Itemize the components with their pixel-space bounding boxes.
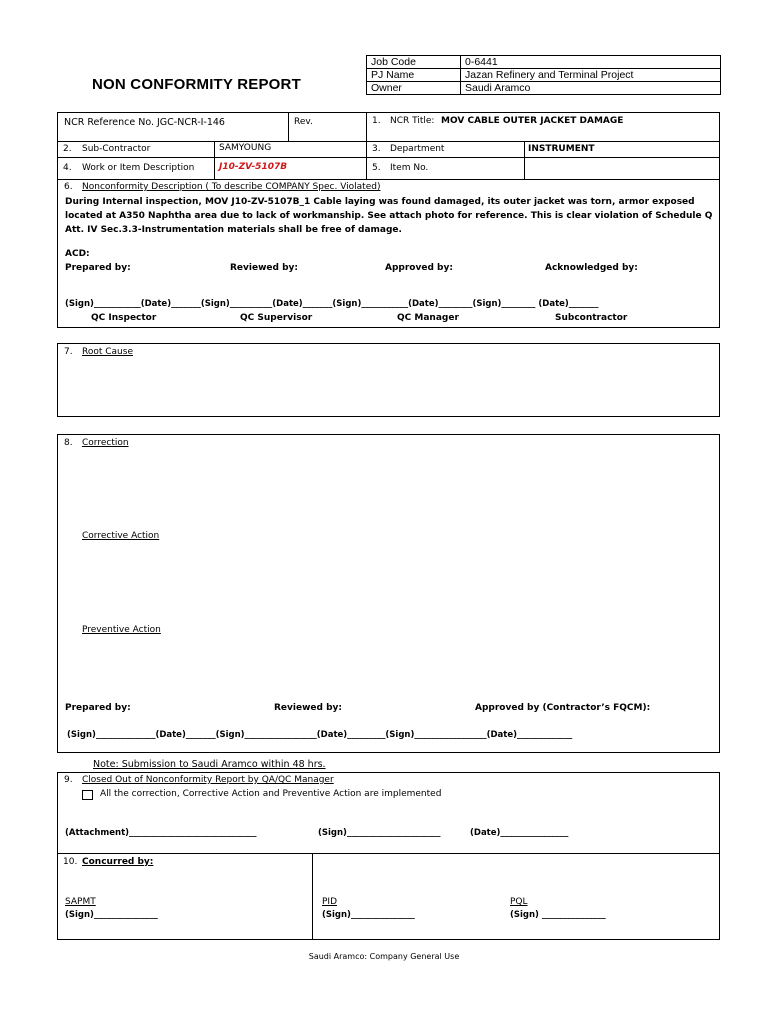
approved-by-label: Approved by: [385,263,453,273]
prepared-by-label: Prepared by: [65,263,131,273]
owner-row [367,82,721,95]
submission-note: Note: Submission to Saudi Aramco within 48 hrs. [93,759,326,770]
owner-label: Owner [367,82,461,95]
section10-heading: Concurred by: [82,857,154,867]
sapmt-label: SAPMT [65,897,96,907]
qc-manager-label: QC Manager [397,313,459,323]
section6-number: 6. [64,182,73,192]
implemented-checkbox[interactable] [82,790,93,800]
pj-name-label: PJ Name [367,69,461,82]
corrective-action-label: Corrective Action [82,531,160,541]
divider [57,157,720,158]
work-item-number: 4. [63,163,72,173]
subcontractor-label: Subcontractor [555,313,628,323]
footer-classification: Saudi Aramco: Company General Use [308,952,460,961]
divider [288,112,289,141]
acd-label: ACD: [65,249,90,259]
work-item-label: Work or Item Description [82,163,195,173]
pql-label: PQL [510,897,528,907]
closeout-date-line: (Date)________________ [470,828,569,838]
correction-prepared-by: Prepared by: [65,703,131,713]
closeout-sign-line: (Sign)______________________ [318,828,441,838]
reviewed-by-label: Reviewed by: [230,263,298,273]
job-code-row [367,56,721,69]
section7-heading: Root Cause [82,347,133,357]
divider [366,112,367,179]
divider [524,141,525,179]
preventive-action-label: Preventive Action [82,625,161,635]
ncr-reference: NCR Reference No. JGC-NCR-I-146 [64,117,225,128]
department-value: INSTRUMENT [528,144,595,154]
divider [57,853,720,854]
root-cause-block [57,343,720,417]
report-title: NON CONFORMITY REPORT [92,76,301,93]
section9-heading: Closed Out of Nonconformity Report by QA/QC Manager [82,775,334,785]
item-no-label: Item No. [390,163,429,173]
section8-number: 8. [64,438,73,448]
pid-sign-line: (Sign)_______________ [322,910,415,920]
sub-contractor-number: 2. [63,144,72,154]
divider [312,853,313,940]
acknowledged-by-label: Acknowledged by: [545,263,638,273]
rev-label: Rev. [294,117,313,127]
work-item-value: J10-ZV-5107B [219,162,288,172]
pj-name-value: Jazan Refinery and Terminal Project [461,69,721,82]
nonconformity-description: During Internal inspection, MOV J10-ZV-5107B_1 Cable laying was found damaged, its outer jacket was torn, armor exposed located at A350 Naphtha area due to lack of workmanship. See attach photo for reference. This is clear violation of Schedule Q Att. IV Sec.3.3-Instrumentation materials shall be free of damage. [65,197,713,235]
job-code-label: Job Code [367,56,461,69]
ncr-title-number: 1. [372,116,381,126]
ncr-title-label: NCR Title: [390,116,435,126]
section6-heading: Nonconformity Description ( To describe COMPANY Spec. Violated) [82,182,381,192]
pj-name-row [367,69,721,82]
pql-sign-line: (Sign) _______________ [510,910,606,920]
section8-heading: Correction [82,438,129,448]
qc-supervisor-label: QC Supervisor [240,313,313,323]
sapmt-sign-line: (Sign)_______________ [65,910,158,920]
project-info-table [366,55,721,95]
signature-line: (Sign)___________(Date)_______(Sign)__________(Date)_______(Sign)___________(Date)________(Sign)________ (Date)_______ [65,299,599,309]
correction-reviewed-by: Reviewed by: [274,703,342,713]
implemented-checkbox-label: All the correction, Corrective Action and Preventive Action are implemented [100,789,442,799]
section9-number: 9. [64,775,73,785]
item-no-number: 5. [372,163,381,173]
owner-value: Saudi Aramco [461,82,721,95]
divider [57,179,720,180]
attachment-line: (Attachment)______________________________ [65,828,257,838]
sub-contractor-value: SAMYOUNG [219,143,272,153]
department-number: 3. [372,144,381,154]
section10-number: 10. [63,857,78,867]
sub-contractor-label: Sub-Contractor [82,144,151,154]
divider [57,141,720,142]
correction-approved-by: Approved by (Contractor’s FQCM): [475,703,651,713]
pid-label: PID [322,897,338,907]
ncr-title-value: MOV CABLE OUTER JACKET DAMAGE [441,116,624,126]
qc-inspector-label: QC Inspector [91,313,157,323]
divider [214,141,215,179]
department-label: Department [390,144,445,154]
correction-signature-line: (Sign)______________(Date)_______(Sign)_________________(Date)_________(Sign)_________________(Date)_____________ [67,730,573,740]
section7-number: 7. [64,347,73,357]
job-code-value: 0-6441 [461,56,721,69]
